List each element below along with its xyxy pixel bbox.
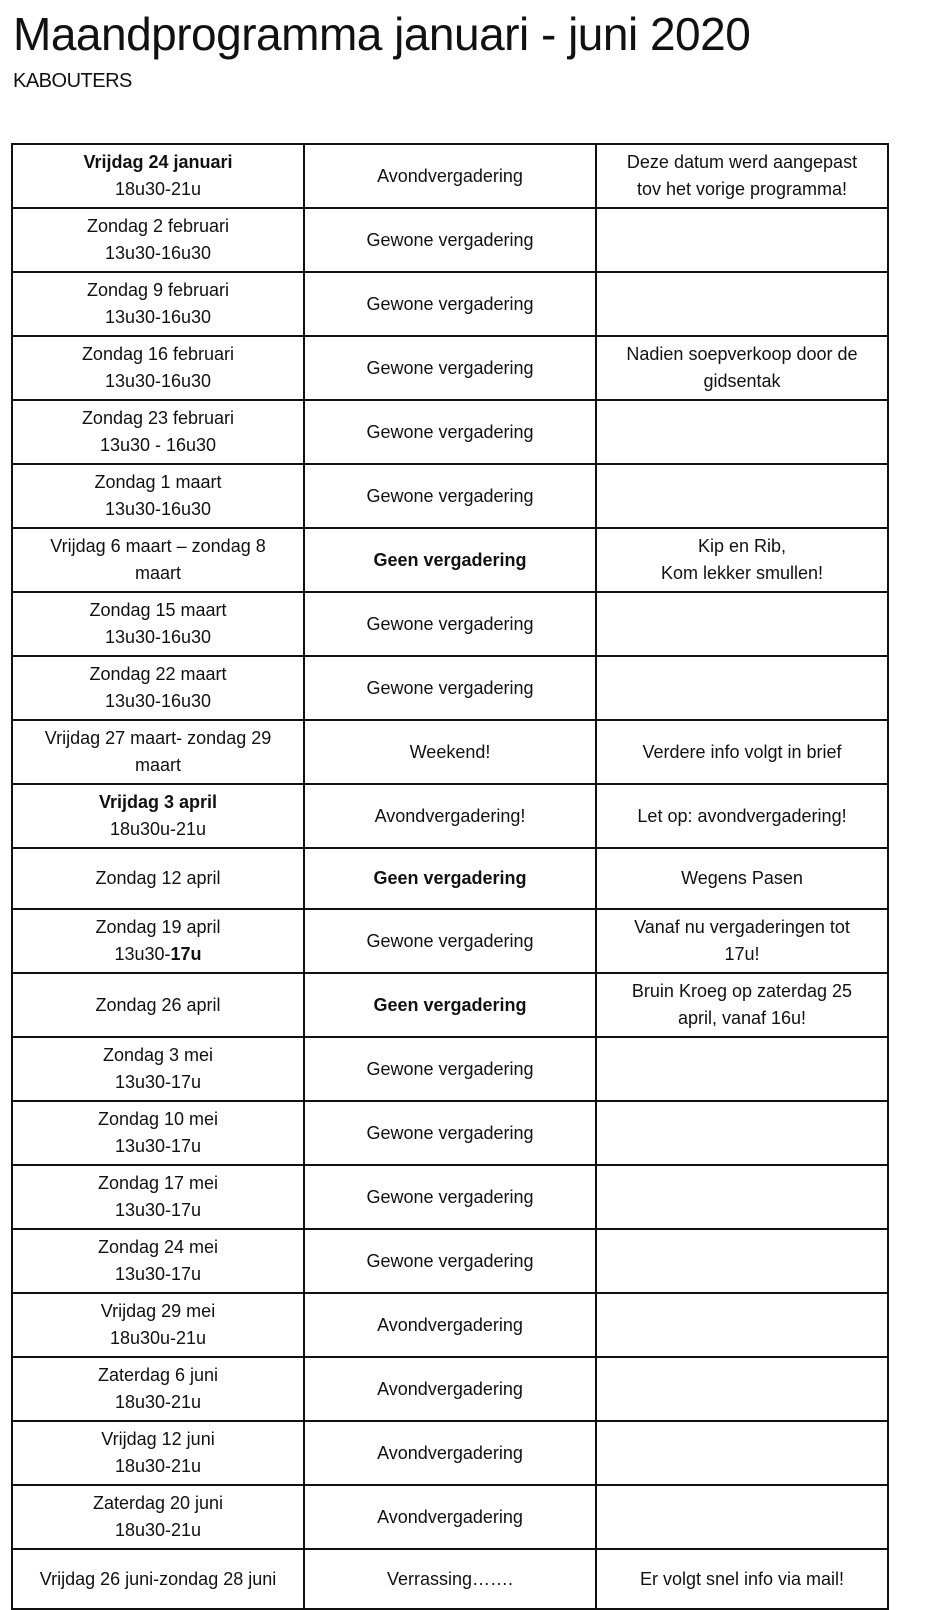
activity-label: Gewone vergadering — [366, 930, 534, 951]
note-cell — [596, 464, 888, 528]
date-line: Vrijdag 3 april — [98, 792, 218, 812]
note-line: Bruin Kroeg op zaterdag 25 — [631, 981, 853, 1001]
note-cell — [596, 909, 888, 973]
activity-cell — [304, 784, 596, 848]
note-cell — [596, 1485, 888, 1549]
activity-label: Gewone vergadering — [366, 613, 534, 634]
note-cell — [596, 592, 888, 656]
date-cell — [12, 720, 304, 784]
time-line: 13u30-17u — [114, 1264, 202, 1284]
activity-label: Gewone vergadering — [366, 1250, 534, 1271]
table-row — [12, 1229, 888, 1293]
activity-label: Gewone vergadering — [366, 421, 534, 442]
activity-cell — [304, 720, 596, 784]
activity-cell — [304, 1037, 596, 1101]
time-line: 13u30-16u30 — [104, 499, 212, 519]
table-row — [12, 1421, 888, 1485]
activity-cell — [304, 1421, 596, 1485]
date-cell — [12, 848, 304, 909]
activity-label: Avondvergadering! — [374, 805, 526, 826]
date-line: Zondag 17 mei — [97, 1173, 219, 1193]
table-row — [12, 464, 888, 528]
note-cell — [596, 1229, 888, 1293]
activity-label: Avondvergadering — [377, 1314, 523, 1335]
date-line: Zondag 9 februari — [86, 280, 230, 300]
activity-cell — [304, 400, 596, 464]
date-line: Zondag 3 mei — [102, 1045, 214, 1065]
activity-label: Geen vergadering — [373, 549, 527, 570]
activity-cell — [304, 973, 596, 1037]
date-cell — [12, 336, 304, 400]
date-line: Vrijdag 29 mei — [100, 1301, 216, 1321]
activity-cell — [304, 464, 596, 528]
date-cell — [12, 464, 304, 528]
date-cell — [12, 1421, 304, 1485]
note-cell — [596, 1357, 888, 1421]
note-line: Deze datum werd aangepast — [626, 152, 858, 172]
time-line: 18u30u-21u — [109, 1328, 207, 1348]
note-cell — [596, 528, 888, 592]
activity-cell — [304, 208, 596, 272]
date-line: Vrijdag 12 juni — [101, 1429, 215, 1449]
date-cell — [12, 1037, 304, 1101]
date-line: Zondag 10 mei — [97, 1109, 219, 1129]
activity-cell — [304, 144, 596, 208]
time-line: 18u30-21u — [114, 1456, 202, 1476]
date-cell — [12, 208, 304, 272]
time-line: 13u30-17u — [114, 1136, 202, 1156]
date-line: Zondag 22 maart — [89, 664, 227, 684]
date-cell — [12, 400, 304, 464]
activity-label: Weekend! — [409, 741, 491, 762]
date-cell — [12, 144, 304, 208]
time-line: 13u30-16u30 — [104, 691, 212, 711]
activity-label: Gewone vergadering — [366, 1122, 534, 1143]
activity-label: Avondvergadering — [377, 1378, 523, 1399]
table-row — [12, 656, 888, 720]
page-title: Maandprogramma januari - juni 2020 — [13, 8, 751, 60]
table-row — [12, 1485, 888, 1549]
date-line: Zondag 15 maart — [89, 600, 227, 620]
page-subtitle: KABOUTERS — [13, 70, 132, 92]
date-line: Zondag 24 mei — [97, 1237, 219, 1257]
date-line: Zondag 19 april — [95, 917, 221, 937]
activity-cell — [304, 528, 596, 592]
activity-cell — [304, 336, 596, 400]
date-cell — [12, 1485, 304, 1549]
table-row — [12, 848, 888, 909]
note-cell — [596, 208, 888, 272]
note-cell — [596, 656, 888, 720]
note-line: 17u! — [724, 944, 760, 964]
activity-label: Gewone vergadering — [366, 229, 534, 250]
activity-cell — [304, 1549, 596, 1609]
note-line: Kom lekker smullen! — [660, 563, 824, 583]
activity-cell — [304, 909, 596, 973]
activity-label: Avondvergadering — [377, 165, 523, 186]
table-row — [12, 1293, 888, 1357]
time-line: maart — [134, 563, 181, 583]
note-cell — [596, 1165, 888, 1229]
table-row — [12, 1357, 888, 1421]
time-line: 13u30-17u — [114, 1072, 202, 1092]
table-row — [12, 400, 888, 464]
date-line: Vrijdag 26 juni-zondag 28 juni — [39, 1568, 277, 1589]
activity-label: Gewone vergadering — [366, 293, 534, 314]
activity-cell — [304, 272, 596, 336]
note-cell — [596, 973, 888, 1037]
note-line: Verdere info volgt in brief — [642, 741, 842, 762]
note-cell — [596, 784, 888, 848]
program-table — [11, 143, 889, 1610]
time-part: 13u30- — [114, 944, 171, 964]
date-line: Zondag 12 april — [95, 868, 221, 888]
note-line: Let op: avondvergadering! — [637, 805, 847, 826]
date-cell — [12, 1357, 304, 1421]
date-cell — [12, 1165, 304, 1229]
table-row — [12, 272, 888, 336]
activity-label: Gewone vergadering — [366, 485, 534, 506]
activity-label: Gewone vergadering — [366, 1058, 534, 1079]
activity-cell — [304, 592, 596, 656]
note-line: Wegens Pasen — [681, 868, 803, 888]
note-line: tov het vorige programma! — [636, 179, 848, 199]
activity-label: Gewone vergadering — [366, 677, 534, 698]
table-row — [12, 1037, 888, 1101]
activity-label: Avondvergadering — [377, 1506, 523, 1527]
date-cell — [12, 656, 304, 720]
activity-label: Verrassing……. — [386, 1568, 514, 1589]
note-cell — [596, 400, 888, 464]
note-cell — [596, 1421, 888, 1485]
date-cell — [12, 528, 304, 592]
note-line: Nadien soepverkoop door de — [626, 344, 858, 364]
note-cell — [596, 848, 888, 909]
note-cell — [596, 1549, 888, 1609]
time-line: 13u30 - 16u30 — [99, 435, 217, 455]
note-line: Er volgt snel info via mail! — [639, 1568, 845, 1589]
date-cell — [12, 1293, 304, 1357]
date-line: Zaterdag 20 juni — [92, 1493, 224, 1513]
date-line: Zondag 16 februari — [81, 344, 235, 364]
activity-cell — [304, 848, 596, 909]
activity-cell — [304, 656, 596, 720]
activity-cell — [304, 1293, 596, 1357]
date-line: Zondag 23 februari — [81, 408, 235, 428]
note-line: Vanaf nu vergaderingen tot — [634, 917, 850, 937]
table-row — [12, 1549, 888, 1609]
time-line: 13u30-16u30 — [104, 243, 212, 263]
table-row — [12, 592, 888, 656]
activity-label: Geen vergadering — [373, 868, 527, 888]
note-cell — [596, 1037, 888, 1101]
time-part: 17u — [170, 944, 202, 964]
date-cell — [12, 973, 304, 1037]
activity-cell — [304, 1485, 596, 1549]
table-row — [12, 909, 888, 973]
time-line: 18u30-21u — [114, 1520, 202, 1540]
note-line: gidsentak — [703, 371, 781, 391]
date-cell — [12, 784, 304, 848]
note-cell — [596, 720, 888, 784]
time-line: 18u30-21u — [114, 179, 202, 199]
time-line: 18u30-21u — [114, 1392, 202, 1412]
activity-label: Gewone vergadering — [366, 357, 534, 378]
date-line: Vrijdag 24 januari — [83, 152, 233, 172]
date-cell — [12, 592, 304, 656]
activity-cell — [304, 1101, 596, 1165]
table-row — [12, 1165, 888, 1229]
table-row — [12, 973, 888, 1037]
date-line: Vrijdag 6 maart – zondag 8 — [50, 536, 266, 556]
activity-cell — [304, 1229, 596, 1293]
time-line: 18u30u-21u — [109, 819, 207, 839]
program-table-body — [12, 144, 888, 1609]
table-row — [12, 784, 888, 848]
note-line: Kip en Rib, — [697, 536, 787, 556]
activity-label: Avondvergadering — [377, 1442, 523, 1463]
date-cell — [12, 272, 304, 336]
note-cell — [596, 144, 888, 208]
date-line: Zondag 2 februari — [86, 216, 230, 236]
date-cell — [12, 1229, 304, 1293]
activity-label: Gewone vergadering — [366, 1186, 534, 1207]
table-row — [12, 1101, 888, 1165]
activity-label: Geen vergadering — [373, 994, 527, 1015]
note-line: april, vanaf 16u! — [677, 1008, 807, 1028]
date-line: Vrijdag 27 maart- zondag 29 — [44, 728, 272, 748]
note-cell — [596, 1101, 888, 1165]
date-line: Zondag 26 april — [95, 994, 221, 1015]
date-cell — [12, 909, 304, 973]
note-cell — [596, 336, 888, 400]
time-line: 13u30-17u — [114, 1200, 202, 1220]
time-line: maart — [134, 755, 181, 775]
table-row — [12, 208, 888, 272]
date-cell — [12, 1101, 304, 1165]
time-line — [19, 941, 297, 968]
activity-cell — [304, 1165, 596, 1229]
table-row — [12, 144, 888, 208]
time-line: 13u30-16u30 — [104, 307, 212, 327]
time-line: 13u30-16u30 — [104, 371, 212, 391]
date-line: Zondag 1 maart — [94, 472, 222, 492]
note-cell — [596, 1293, 888, 1357]
table-row — [12, 720, 888, 784]
table-row — [12, 528, 888, 592]
note-cell — [596, 272, 888, 336]
time-line: 13u30-16u30 — [104, 627, 212, 647]
date-cell — [12, 1549, 304, 1609]
table-row — [12, 336, 888, 400]
activity-cell — [304, 1357, 596, 1421]
date-line: Zaterdag 6 juni — [97, 1365, 219, 1385]
